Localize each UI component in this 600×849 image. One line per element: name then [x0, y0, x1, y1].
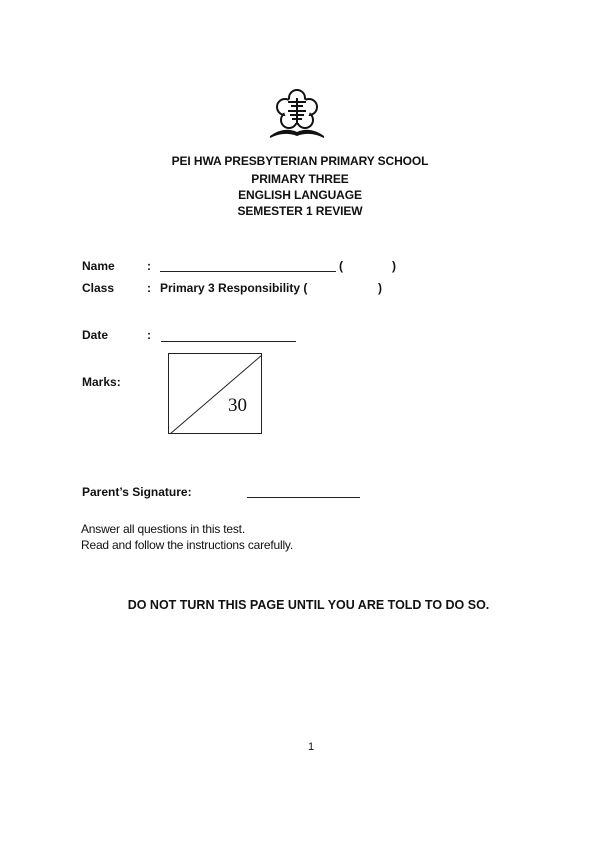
marks-total: 30	[228, 395, 247, 416]
instruction-line-2: Read and follow the instructions carefully.	[81, 538, 293, 552]
name-label: Name	[82, 259, 115, 273]
register-number-field[interactable]	[347, 271, 387, 272]
warning-notice: DO NOT TURN THIS PAGE UNTIL YOU ARE TOLD TO DO SO.	[127, 598, 490, 612]
class-number-field[interactable]	[320, 293, 375, 294]
class-bracket-close: )	[378, 281, 382, 295]
name-colon: :	[147, 259, 151, 273]
date-label: Date	[82, 328, 109, 342]
signature-label: Parent’s Signature:	[82, 485, 192, 499]
class-colon: :	[147, 281, 151, 295]
class-label: Class	[82, 281, 115, 295]
subject-title: ENGLISH LANGUAGE	[238, 188, 362, 202]
instruction-line-1: Answer all questions in this test.	[81, 522, 245, 536]
name-bracket-open: (	[339, 259, 343, 273]
date-colon: :	[147, 328, 151, 342]
signature-field[interactable]	[247, 497, 360, 498]
exam-title: SEMESTER 1 REVIEW	[237, 204, 363, 218]
marks-label: Marks:	[82, 375, 121, 389]
school-crest-icon	[266, 86, 328, 142]
school-name: PEI HWA PRESBYTERIAN PRIMARY SCHOOL	[171, 154, 429, 168]
page-number: 1	[307, 741, 315, 753]
name-bracket-close: )	[392, 259, 396, 273]
name-field[interactable]	[160, 271, 336, 272]
date-field[interactable]	[161, 341, 296, 342]
level-title: PRIMARY THREE	[251, 172, 349, 186]
marks-diagonal	[169, 354, 263, 435]
class-value: Primary 3 Responsibility (	[160, 281, 308, 295]
marks-box	[168, 353, 262, 434]
